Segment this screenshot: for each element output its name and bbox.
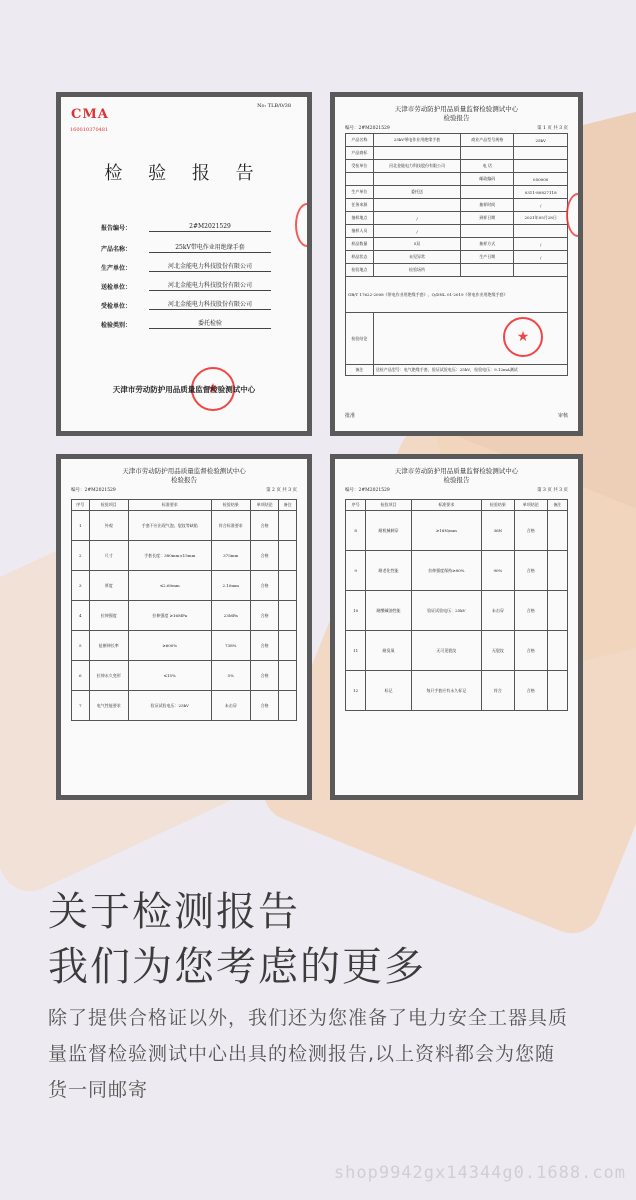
report-cover-photo [56,92,312,436]
report-org: 天津市劳动防护用品质量监督检验测试中心 检验报告 [394,467,519,484]
table-cell: 样品数量 [346,238,374,251]
table-row [346,212,568,225]
cover-field: 报告编号： 2#M2021529 [101,223,271,232]
table-cell: 尺寸 [89,541,128,571]
basis-cell: GB/T 17622-2008《带电作业用绝缘手套》、Q/DNL 01-2019《带电作业用绝缘手套》 [346,277,568,313]
table-cell: 产品名称 [346,134,374,147]
table-row [72,691,297,721]
table-cell: 手套不应出现气泡、裂纹等缺陷 [128,511,211,541]
table-cell: 1 [72,511,90,541]
table-row [346,173,568,186]
table-cell: 厚度 [89,571,128,601]
table-row [346,264,568,277]
table-cell: 委托送 [373,186,461,199]
table-cell: 电 话 [461,160,514,173]
table-cell: 738% [211,631,250,661]
table-cell: 合格 [514,511,547,551]
table-cell: 生产日期 [461,251,514,264]
table-cell: 90% [481,551,514,591]
table-cell [279,511,297,541]
table-row [72,541,297,571]
table-cell [547,631,567,671]
table-cell: 抽样地点 [346,212,374,225]
table-cell: 未击穿 [211,691,250,721]
table-cell: 050000 [514,173,568,186]
table-cell: 受检单位 [346,160,374,173]
table-cell: ≥600% [128,631,211,661]
table-header-cell: 检验结果 [481,500,514,511]
table-cell: 合格 [250,631,278,661]
table-cell [373,147,461,160]
table-cell: 5双 [373,238,461,251]
report-footer: 批准 审核 [345,413,568,419]
table-cell: 6 [72,661,90,691]
official-seal [503,317,543,357]
table-cell: 0311-80827118 [514,186,568,199]
table-cell: 2.10mm [211,571,250,601]
table-row [346,225,568,238]
table-cell: / [373,212,461,225]
table-cell: / [514,199,568,212]
table-cell: 无裂纹 [481,631,514,671]
report-page-3-photo [330,454,583,800]
table-header-cell: 检验项目 [89,500,128,511]
cover-field: 产品名称： 25kV带电作业用绝缘手套 [101,242,271,253]
table-cell: 合格 [250,661,278,691]
table-row [346,251,568,264]
table-row [346,147,568,160]
table-cell: 拉伸强度 ≥16MPa [128,601,211,631]
table-header-cell: 标准要求 [128,500,211,511]
table-cell [279,571,297,601]
table-cell: 无可见裂纹 [411,631,481,671]
table-row [72,661,297,691]
table-row [72,631,297,661]
report-meta: 编号：2#M2021529 第 3 页 共 3 页 [345,488,568,493]
table-cell: 12 [346,671,366,711]
table-row [346,186,568,199]
table-cell: 合格 [250,571,278,601]
table-header-cell: 单项结论 [250,500,278,511]
edge-seal [295,203,307,247]
body-paragraph: 除了提供合格证以外，我们还为您准备了电力安全工器具质量监督检验测试中心出具的检测报告,以上资料都会为您随货一同邮寄 [48,1007,569,1101]
cover-title: 检 验 报 告 [104,163,264,184]
cover-field: 检验类别： 委托检验 [101,318,271,329]
table-cell: 10 [346,591,366,631]
table-row [346,551,568,591]
table-header-cell: 检验结果 [211,500,250,511]
table-cell [514,225,568,238]
table-cell: 未击穿 [481,591,514,631]
cma-code: 160010370481 [70,127,109,133]
table-cell: 2 [72,541,90,571]
cover-field: 送检单位： 河北金能电力科技股份有限公司 [101,280,271,291]
table-cell: ≥18N/mm [411,511,481,551]
table-cell: 合格 [250,541,278,571]
table-cell: 耐老化性能 [366,551,411,591]
headline-1: 关于检测报告 [48,889,300,935]
table-cell: 样品状态 [346,251,374,264]
table-header-cell: 备注 [279,500,297,511]
table-cell [279,541,297,571]
table-row [72,571,297,601]
table-cell: 合格 [514,631,547,671]
table-cell: 扯断伸长率 [89,631,128,661]
table-cell: / [514,238,568,251]
report-page-2-photo [56,454,312,800]
table-cell: 每只手套应有永久标记 [411,671,481,711]
table-cell: 合格 [514,591,547,631]
table-cell: 合格 [250,601,278,631]
table-cell: 25kV带电作业用绝缘手套 [373,134,461,147]
table-cell: 标记 [366,671,411,711]
table-cell: 产品商标 [346,147,374,160]
table-cell: 抽样时间 [461,199,514,212]
table-cell: 5% [211,661,250,691]
table-row [346,631,568,671]
report-org: 天津市劳动防护用品质量监督检验测试中心 检验报告 [122,467,246,484]
table-cell: 到样日期 [461,212,514,225]
table-cell [279,661,297,691]
table-cell [547,591,567,631]
table-cell: 检验地点 [346,264,374,277]
table-header-cell: 标准要求 [411,500,481,511]
cover-field: 受检单位： 河北金能电力科技股份有限公司 [101,299,271,310]
table-cell: 2021年05月28日 [514,212,568,225]
table-cell: 耐机械刺穿 [366,511,411,551]
table-row [72,601,297,631]
table-cell: 验证试验电压：25kV [128,691,211,721]
table-row [346,671,568,711]
table-cell [461,147,514,160]
table-cell: 合格 [250,511,278,541]
report-table: 产品名称 25kV带电作业用绝缘手套 商业产品型号规格 25kV 产品商标 受检单位 河北金能电力科技股份有限公司 电 话 邮政编码 050000 生产单位 委托送 0311-80827118 任务来源 抽样时间 / 抽样地点 / 到样日期 2021年05月28日 抽样人员 / 样品数量 5双 抽样方式 / 样品状态 未见异常 生产日期 / 检验地点 检验场所 GB/T 17622-2008《带电作业用绝缘手套》、Q/DNL 01-2019《带电作业用绝缘手套》 检验结论 ★ 备注 送检产品型号：电气绝缘手套，验证试验电压：25kV，检验电压：9.12mA测试 [345,133,568,376]
report-org: 天津市劳动防护用品质量监督检验测试中心 检验报告 [394,105,519,122]
table-row [346,199,568,212]
table-header-cell: 检验项目 [366,500,411,511]
table-cell: 河北金能电力科技股份有限公司 [373,160,461,173]
table-cell: 抽样方式 [461,238,514,251]
report-meta: 编号：2#M2021529 第 1 页 共 3 页 [345,126,568,131]
table-cell: 8 [346,511,366,551]
table-cell [461,264,514,277]
table-cell: 23MPa [211,601,250,631]
table-cell: / [373,225,461,238]
issuer-name: 天津市劳动防护用品质量监督检验测试中心 [112,385,256,394]
table-cell: 5 [72,631,90,661]
table-cell: 任务来源 [346,199,374,212]
table-cell [514,147,568,160]
table-cell: 检验场所 [373,264,461,277]
table-cell [547,551,567,591]
table-cell: 9 [346,551,366,591]
table-cell: 耐臭氧 [366,631,411,671]
table-cell: ≤2.60mm [128,571,211,601]
table-cell: ≤15% [128,661,211,691]
table-header-cell: 单项结论 [514,500,547,511]
table-cell: 外观 [89,511,128,541]
table-cell [373,173,461,186]
table-cell [547,671,567,711]
doc-number: No: TLB/0/38 [257,103,291,109]
table-cell: 手套长度：380mm±15mm [128,541,211,571]
table-cell [279,631,297,661]
table-row [72,511,297,541]
table-cell: 7 [72,691,90,721]
table-cell: 3 [72,571,90,601]
report-table [345,499,568,711]
table-cell [279,691,297,721]
conclusion-label: 检验结论 [346,313,374,365]
headline-2: 我们为您考虑的更多 [48,944,426,990]
table-row [346,134,568,147]
table-cell: 未见异常 [373,251,461,264]
table-cell: 符合标准要求 [211,511,250,541]
remark-label: 备注 [346,365,374,376]
table-cell: 抽样人员 [346,225,374,238]
report-page-1-photo [330,92,583,436]
cma-logo: CMA [71,107,109,122]
table-cell: 合格 [514,671,547,711]
table-header-cell: 序号 [346,500,366,511]
table-cell: 耐酸碱油性能 [366,591,411,631]
table-cell: 验证试验电压：25kV [411,591,481,631]
table-cell [346,173,374,186]
table-cell: 4 [72,601,90,631]
table-cell [547,511,567,551]
report-table [71,499,297,721]
table-row [346,160,568,173]
table-row [346,238,568,251]
table-cell [461,225,514,238]
table-cell: 合格 [514,551,547,591]
table-cell: 合格 [250,691,278,721]
table-header-cell: 备注 [547,500,567,511]
table-row [346,511,568,551]
table-cell [461,186,514,199]
table-cell: 拉伸永久变形 [89,661,128,691]
table-cell: 电气性能要求 [89,691,128,721]
table-cell: 375mm [211,541,250,571]
table-cell: 拉伸强度保持≥80% [411,551,481,591]
table-cell [373,199,461,212]
table-cell: 生产单位 [346,186,374,199]
table-cell: 拉伸强度 [89,601,128,631]
cover-field: 生产单位： 河北金能电力科技股份有限公司 [101,261,271,272]
table-cell: 商业产品型号规格 [461,134,514,147]
table-cell [514,264,568,277]
table-cell: / [514,251,568,264]
table-cell: 符合 [481,671,514,711]
table-cell [279,601,297,631]
table-cell: 邮政编码 [461,173,514,186]
report-meta: 编号：2#M2021529 第 2 页 共 3 页 [71,488,297,493]
table-cell: 36N [481,511,514,551]
table-cell: 11 [346,631,366,671]
table-cell [514,160,568,173]
table-row [346,591,568,631]
table-cell: 25kV [514,134,568,147]
shop-watermark: shop9942gx14344g0.1688.com [333,1163,626,1183]
table-header-cell: 序号 [72,500,90,511]
